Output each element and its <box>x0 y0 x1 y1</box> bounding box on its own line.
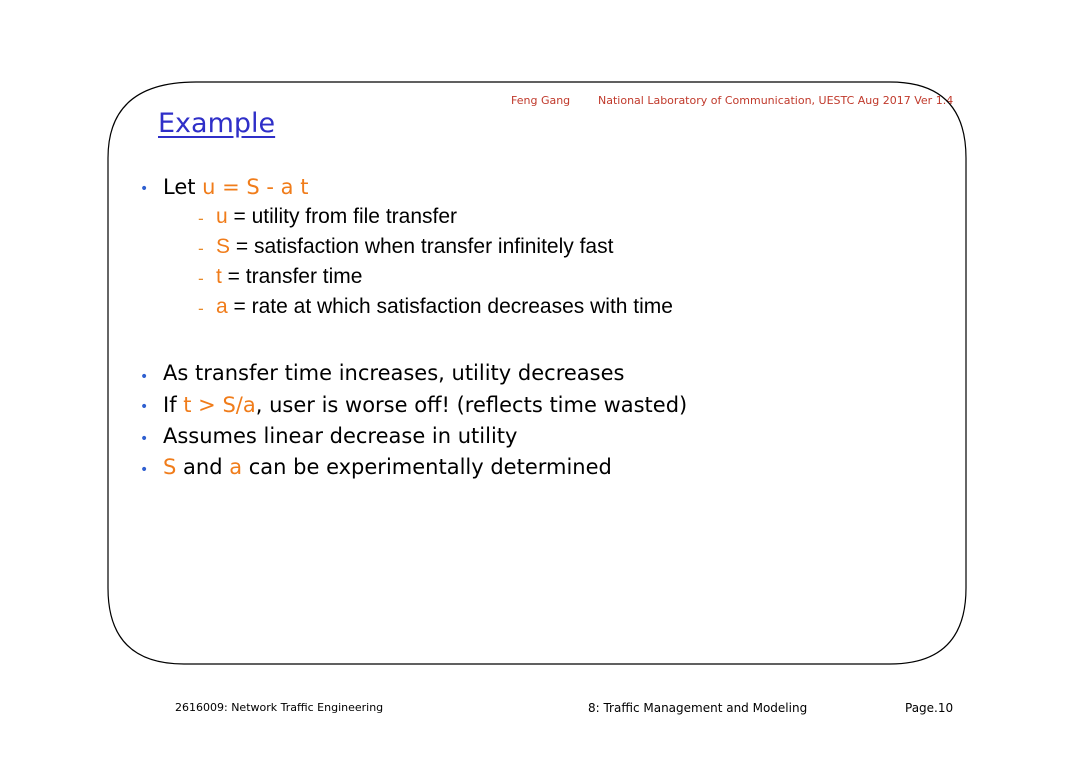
bullet-let: Let u = S - a t <box>163 175 309 199</box>
dash-glyph: - <box>198 269 204 288</box>
dash-glyph: - <box>198 209 204 228</box>
bullet-glyph: • <box>140 431 149 447</box>
dash-glyph: - <box>198 239 204 258</box>
bullet-glyph: • <box>140 462 149 478</box>
sub-item: t = transfer time <box>216 265 363 288</box>
sub-item: S = satisfaction when transfer infinitely fast <box>216 235 614 258</box>
bullet-worse-off: If t > S/a, user is worse off! (reflects time wasted) <box>163 393 688 417</box>
bullet-experimental: S and a can be experimentally determined <box>163 455 612 479</box>
bullet-glyph: • <box>140 399 149 415</box>
sub-item: a = rate at which satisfaction decreases with time <box>216 295 673 318</box>
dash-glyph: - <box>198 299 204 318</box>
sub-item: u = utility from file transfer <box>216 205 458 228</box>
bullet-linear: Assumes linear decrease in utility <box>163 424 518 448</box>
bullet-glyph: • <box>140 369 149 385</box>
bullet-transfer-time: As transfer time increases, utility decreases <box>163 361 625 385</box>
bullet-glyph: • <box>140 181 149 197</box>
footer-course: 2616009: Network Traffic Engineering <box>175 701 384 714</box>
slide-title: Example <box>158 108 276 139</box>
header-organization: National Laboratory of Communication, UESTC Aug 2017 Ver 1.4 <box>598 94 954 107</box>
header-author: Feng Gang <box>511 94 571 107</box>
footer-page-number: Page.10 <box>905 701 954 715</box>
footer-chapter: 8: Traffic Management and Modeling <box>588 701 808 715</box>
